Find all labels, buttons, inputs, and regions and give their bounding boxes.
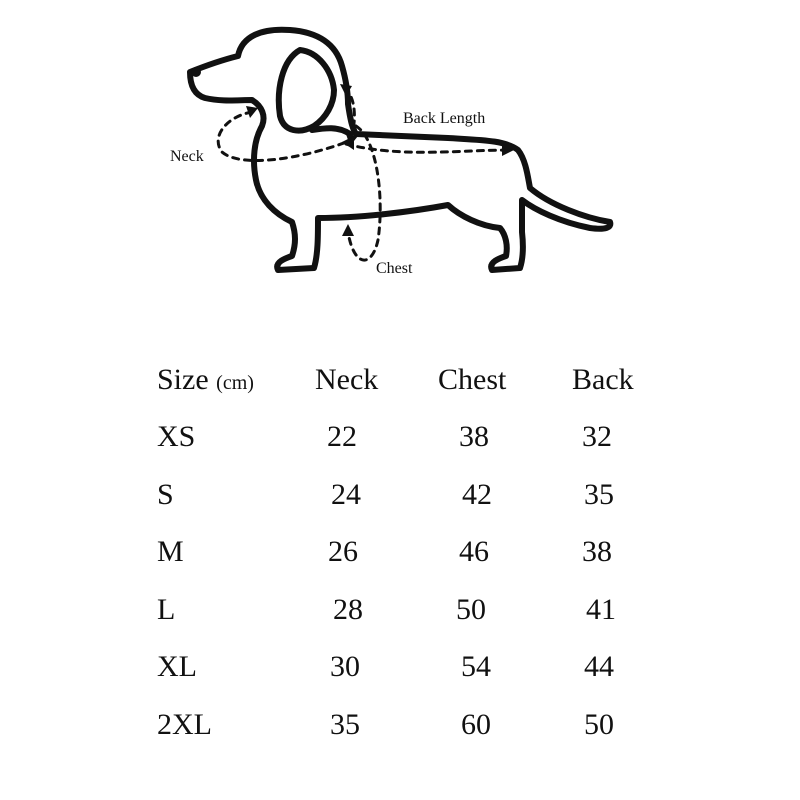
row-size: L bbox=[157, 593, 176, 626]
row-chest: 46 bbox=[459, 535, 489, 568]
row-back: 35 bbox=[584, 478, 614, 511]
header-chest: Chest bbox=[438, 363, 507, 396]
size-chart-table bbox=[0, 350, 800, 770]
row-back: 41 bbox=[586, 593, 616, 626]
row-chest: 50 bbox=[456, 593, 486, 626]
header-size bbox=[157, 360, 254, 403]
back-length-label: Back Length bbox=[403, 110, 486, 127]
row-chest: 60 bbox=[461, 708, 491, 741]
dog-collar-line bbox=[312, 128, 350, 134]
row-back: 44 bbox=[584, 650, 614, 683]
dog-ear bbox=[279, 50, 334, 131]
header-unit: (cm) bbox=[216, 372, 254, 394]
dog-nose bbox=[191, 67, 201, 77]
row-neck: 35 bbox=[330, 708, 360, 741]
header-neck: Neck bbox=[315, 363, 379, 396]
chest-label: Chest bbox=[376, 260, 413, 277]
row-neck: 30 bbox=[330, 650, 360, 683]
row-size: XS bbox=[157, 420, 196, 453]
row-chest: 54 bbox=[461, 650, 491, 683]
row-back: 32 bbox=[582, 420, 612, 453]
row-back: 38 bbox=[582, 535, 612, 568]
row-size: 2XL bbox=[157, 708, 212, 741]
dog-outline bbox=[190, 30, 610, 270]
row-chest: 42 bbox=[462, 478, 492, 511]
row-neck: 28 bbox=[333, 593, 363, 626]
row-chest: 38 bbox=[459, 420, 489, 453]
row-neck: 26 bbox=[328, 535, 358, 568]
row-neck: 22 bbox=[327, 420, 357, 453]
row-size: XL bbox=[157, 650, 197, 683]
header-back: Back bbox=[572, 363, 634, 396]
row-size: S bbox=[157, 478, 174, 511]
neck-label: Neck bbox=[170, 148, 204, 165]
header-size-label: Size bbox=[157, 363, 209, 396]
dog-measurement-diagram bbox=[0, 0, 800, 300]
chest-arrow bbox=[342, 224, 354, 236]
row-back: 50 bbox=[584, 708, 614, 741]
row-neck: 24 bbox=[331, 478, 361, 511]
row-size: M bbox=[157, 535, 184, 568]
neck-measure-loop bbox=[218, 112, 352, 161]
